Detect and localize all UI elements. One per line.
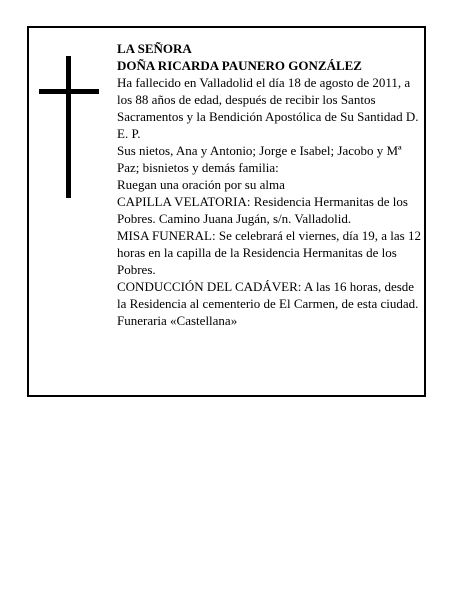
notice-transport-paragraph: CONDUCCIÓN DEL CADÁVER: A las 16 horas, desde la Residencia al cementerio de El Carmen, de esta ciudad. xyxy=(117,279,419,311)
notice-chapel-paragraph: CAPILLA VELATORIA: Residencia Hermanitas de los Pobres. Camino Juana Jugán, s/n. Valladolid. xyxy=(117,194,408,226)
cross-icon xyxy=(39,56,99,198)
obituary-text xyxy=(117,40,422,329)
notice-death-paragraph: Ha fallecido en Valladolid el día 18 de agosto de 2011, a los 88 años de edad, después de recibir los Santos Sacramentos y la Bendición Apostólica de Su Santidad D. E. P. xyxy=(117,75,419,141)
notice-title-line1: LA SEÑORA xyxy=(117,41,192,56)
notice-family-paragraph: Sus nietos, Ana y Antonio; Jorge e Isabel; Jacobo y Mª Paz; bisnietos y demás familia: xyxy=(117,143,402,175)
notice-mass-paragraph: MISA FUNERAL: Se celebrará el viernes, día 19, a las 12 horas en la capilla de la Residencia Hermanitas de los Pobres. xyxy=(117,228,421,277)
notice-funeral-home: Funeraria «Castellana» xyxy=(117,313,238,328)
cross-horizontal-bar xyxy=(39,89,99,94)
notice-prayer-paragraph: Ruegan una oración por su alma xyxy=(117,177,285,192)
cross-vertical-bar xyxy=(66,56,71,198)
obituary-notice xyxy=(27,26,426,397)
notice-deceased-name: DOÑA RICARDA PAUNERO GONZÁLEZ xyxy=(117,58,362,73)
